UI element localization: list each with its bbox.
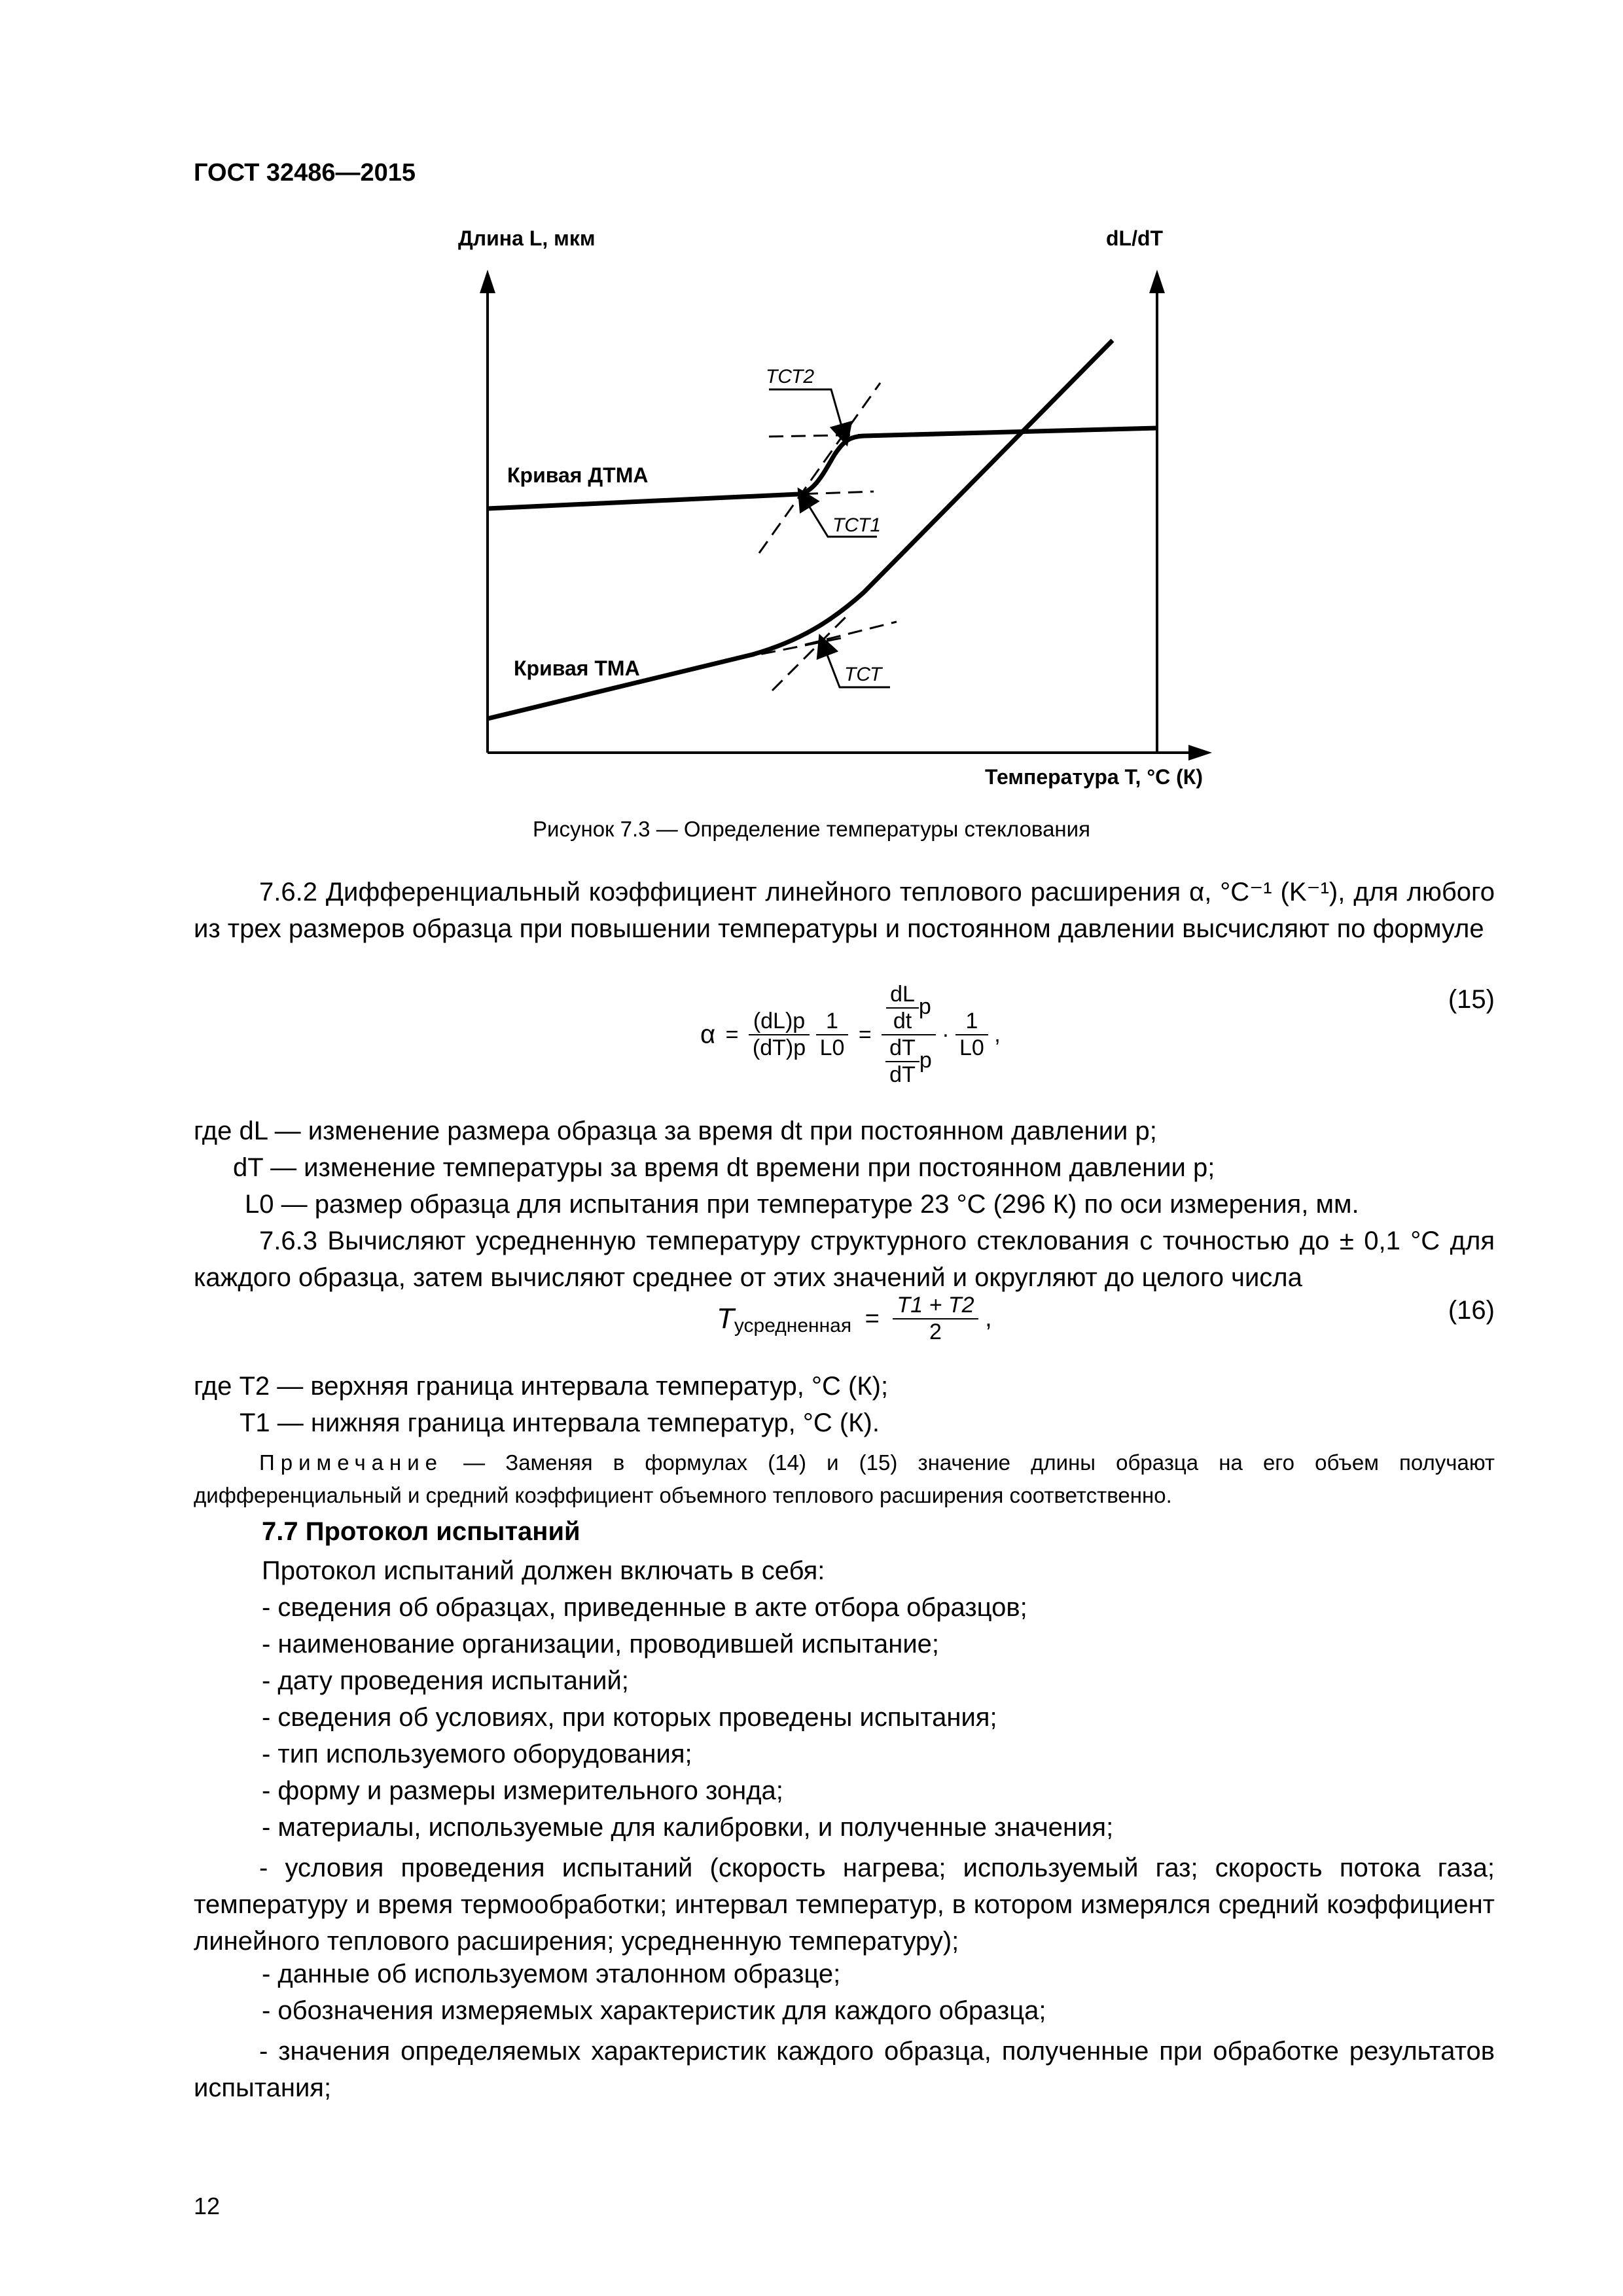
x-axis-arrow [1188, 745, 1212, 761]
eq15-p-bot: p [919, 1047, 932, 1073]
note [194, 1446, 1495, 1512]
eq16-tail: , [985, 1304, 992, 1333]
list-item: - дату проведения испытаний; [262, 1666, 629, 1695]
page-number: 12 [194, 2193, 221, 2219]
tct2-label: TСТ2 [766, 366, 815, 387]
eq15-one: 1 [816, 1009, 849, 1035]
equation-16-number: (16) [1448, 1296, 1495, 1325]
equation-15: α = $\frac{(dL)p}{(dT)p}$ $\frac{1}{L0}$ = $\frac{dL}{dt}$ p $\frac{dT}{dT}$ p · $\frac{1}{L0}$ , [700, 982, 1001, 1087]
eq15-inner-num [886, 982, 919, 1034]
where-15-line-3: L0 — размер образца для испытания при температуре 23 °C (296 К) по оси измерения, мм. [245, 1190, 1359, 1219]
eq15-frac2 [882, 982, 936, 1088]
x-axis-label: Температура T, °С (К) [985, 765, 1203, 789]
list-item: - материалы, используемые для калибровки, и полученные значения; [262, 1813, 1114, 1842]
eq15-tail: , [994, 1022, 1001, 1047]
list-item: - тип используемого оборудования; [262, 1740, 692, 1768]
list-item: - сведения об условиях, при которых проведены испытания; [262, 1703, 997, 1732]
equation-16 [717, 1293, 992, 1345]
tct2-leader [769, 389, 844, 435]
eq15-lhs: α [700, 1020, 716, 1049]
left-y-axis-arrow [480, 270, 495, 293]
document-header: ГОСТ 32486—2015 [194, 159, 416, 187]
eq15-den2-bot: dT [889, 1062, 916, 1087]
section-7-7-title: 7.7 Протокол испытаний [262, 1517, 580, 1546]
section-7-7-intro: Протокол испытаний должен включать в себя: [262, 1556, 825, 1585]
where-16-line-1: где T2 — верхняя граница интервала температур, °C (К); [194, 1372, 889, 1401]
where-16-line-2: T1 — нижняя граница интервала температур, °C (К). [240, 1408, 880, 1437]
eq15-frac-l0 [816, 1009, 849, 1061]
y-axis-left-label: Длина L, мкм [458, 226, 596, 250]
where-15-line-1: где dL — изменение размера образца за время dt при постоянном давлении p; [194, 1117, 1157, 1145]
eq16-equals: = [865, 1304, 880, 1333]
eq15-equals: = [725, 1022, 739, 1047]
eq15-den2 [882, 1035, 936, 1088]
paragraph-7-6-3: 7.6.3 Вычисляют усредненную температуру структурного стеклования с точностью до ± 0,1 °C для каждого образца, затем вычисляют среднее от этих значений и округляют до целого числа [194, 1227, 1495, 1292]
eq16-num: T1 + T2 [893, 1293, 978, 1319]
eq16-sub: усредненная [734, 1315, 852, 1337]
eq15-den1: (dT)p [752, 1035, 806, 1060]
eq15-num1: (dL)p [749, 1009, 810, 1035]
tct-label: TСТ [844, 664, 882, 685]
dtma-curve-label: Кривая ДТМА [507, 463, 649, 487]
list-item: - сведения об образцах, приведенные в акте отбора образцов; [262, 1593, 1027, 1622]
y-axis-right-label: dL/dT [1106, 226, 1164, 250]
note-text: — Заменяя в формулах (14) и (15) значение длины образца на его объем получают дифференциальный и средний коэффициент объемного теплового расширения соответственно. [194, 1450, 1495, 1507]
eq15-one-2: 1 [955, 1009, 988, 1035]
list-item: - обозначения измеряемых характеристик для каждого образца; [262, 1996, 1046, 2025]
equation-15-number: (15) [1448, 985, 1495, 1014]
eq15-num2 [882, 982, 936, 1035]
eq15-p-top: p [918, 994, 931, 1019]
eq15-den2-top: dT [885, 1035, 919, 1062]
where-15-line-2: dT — изменение температуры за время dt времени при постоянном давлении p; [233, 1153, 1215, 1182]
list-item: - условия проведения испытаний (скорость нагрева; используемый газ; скорость потока газа; температуру и время термообработки; интервал температур, в котором измерялся средний коэффициент линейного теплового расширения; усредненную температуру); [194, 1854, 1495, 1956]
eq15-num2-bot: dt [893, 1009, 912, 1033]
list-item: - наименование организации, проводившей испытание; [262, 1630, 940, 1659]
list-item: - форму и размеры измерительного зонда; [262, 1776, 783, 1805]
right-y-axis-arrow [1149, 270, 1165, 293]
eq16-lhs: T [717, 1302, 734, 1335]
eq15-equals-2: = [858, 1022, 872, 1047]
figure-caption: Рисунок 7.3 — Определение температуры стеклования [533, 817, 1090, 841]
eq15-l0: L0 [819, 1035, 845, 1060]
eq15-l0-2: L0 [959, 1035, 984, 1060]
note-label: Примечание [259, 1450, 444, 1475]
list-item: - значения определяемых характеристик каждого образца, полученные при обработке результатов испытания; [194, 2037, 1495, 2102]
glass-transition-figure [0, 0, 1623, 864]
tct1-label: TСТ1 [832, 514, 882, 536]
eq15-frac-l0-2 [955, 1009, 988, 1061]
eq16-den: 2 [929, 1319, 942, 1344]
tangent-tma-upper [772, 612, 851, 691]
paragraph-7-6-2: 7.6.2 Дифференциальный коэффициент линейного теплового расширения α, °C⁻¹ (K⁻¹), для любого из трех размеров образца при повышении температуры и постоянном давлении высчисляют по формуле [194, 878, 1495, 943]
eq15-inner-den [885, 1035, 919, 1088]
eq15-num2-top: dL [886, 982, 919, 1009]
tma-curve-label: Кривая ТМА [514, 656, 640, 680]
list-item: - данные об используемом эталонном образце; [262, 1960, 841, 1988]
eq15-frac1 [749, 1009, 810, 1061]
eq16-frac [893, 1293, 978, 1345]
